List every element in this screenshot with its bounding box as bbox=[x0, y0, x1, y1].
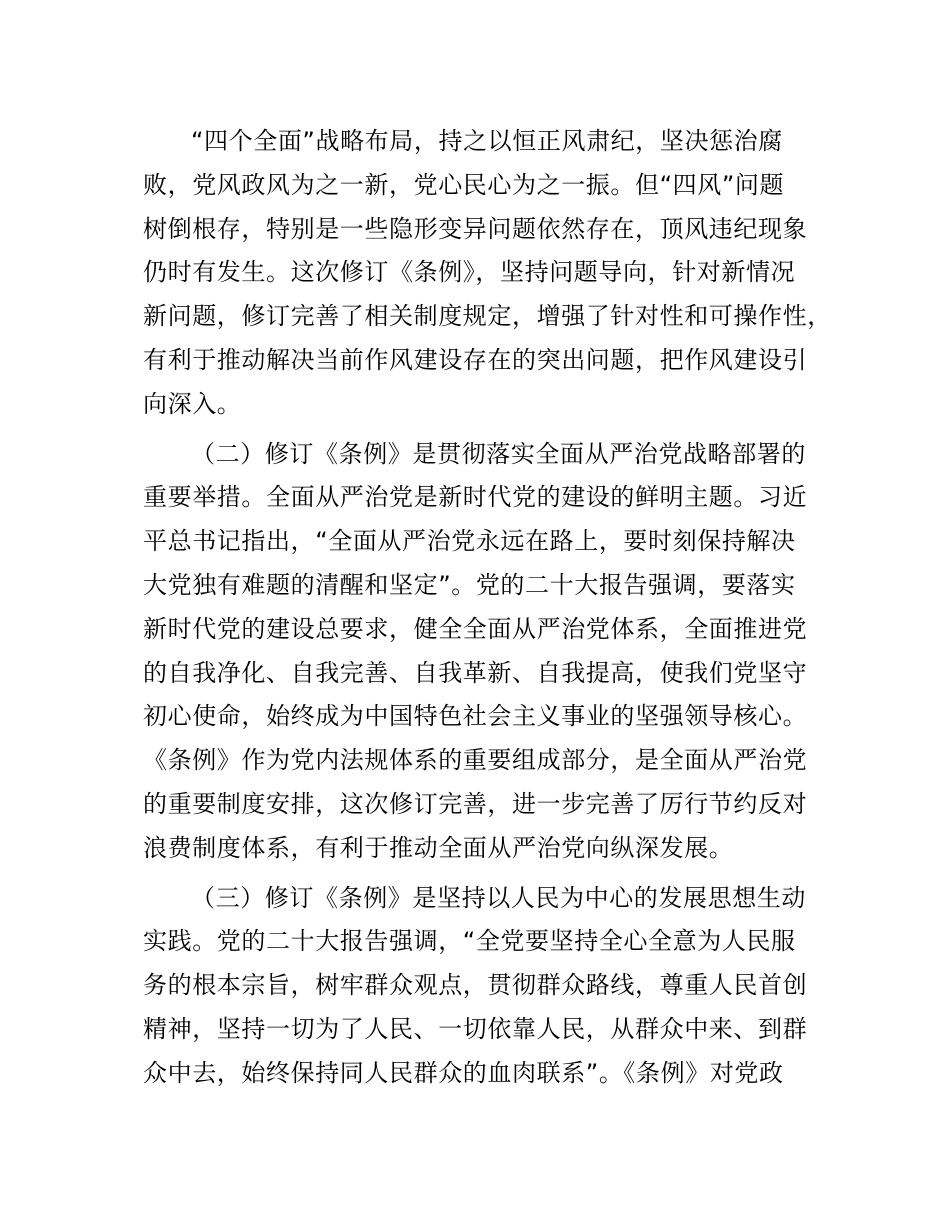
text-line: 大党独有难题的清醒和坚定”。党的二十大报告强调，要落实 bbox=[143, 570, 796, 599]
text-line: 平总书记指出，“全面从严治党永远在路上，要时刻保持解决 bbox=[143, 527, 796, 556]
text-line: 新时代党的建设总要求，健全全面从严治党体系，全面推进党 bbox=[143, 614, 808, 643]
text-line: （二）修订《条例》是贯彻落实全面从严治党战略部署的 bbox=[191, 439, 806, 468]
text-line: 初心使命，始终成为中国特色社会主义事业的坚强领导核心。 bbox=[143, 702, 808, 731]
text-line: 的自我净化、自我完善、自我革新、自我提高，使我们党坚守 bbox=[143, 658, 808, 687]
text-line: 新问题，修订完善了相关制度规定，增强了针对性和可操作性， bbox=[143, 302, 832, 331]
text-line: 众中去，始终保持同人民群众的血肉联系”。《条例》对党政 bbox=[143, 1058, 784, 1087]
text-line: 树倒根存，特别是一些隐形变异问题依然存在，顶风违纪现象 bbox=[143, 214, 808, 243]
text-line: 实践。党的二十大报告强调，“全党要坚持全心全意为人民服 bbox=[143, 927, 796, 956]
text-line: 有利于推动解决当前作风建设存在的突出问题，把作风建设引 bbox=[143, 345, 808, 374]
text-line: 重要举措。全面从严治党是新时代党的建设的鲜明主题。习近 bbox=[143, 483, 808, 512]
paragraph-2 bbox=[143, 433, 843, 871]
text-line: “四个全面”战略布局，持之以恒正风肃纪，坚决惩治腐 bbox=[191, 127, 783, 155]
text-line: 《条例》作为党内法规体系的重要组成部分，是全面从严治党 bbox=[143, 746, 808, 775]
text-line: 仍时有发生。这次修订《条例》，坚持问题导向，针对新情况 bbox=[143, 258, 796, 287]
text-line: 浪费制度体系，有利于推动全面从严治党向纵深发展。 bbox=[143, 833, 734, 862]
document-body bbox=[143, 120, 843, 1096]
paragraph-1 bbox=[143, 120, 843, 427]
text-line: 败，党风政风为之一新，党心民心为之一振。但“四风”问题 bbox=[143, 170, 785, 199]
text-line: 精神，坚持一切为了人民、一切依靠人民，从群众中来、到群 bbox=[143, 1014, 808, 1043]
text-line: 的重要制度安排，这次修订完善，进一步完善了厉行节约反对 bbox=[143, 789, 808, 818]
paragraph-3 bbox=[143, 877, 843, 1096]
text-line: 务的根本宗旨，树牢群众观点，贯彻群众路线，尊重人民首创 bbox=[143, 971, 808, 1000]
text-line: （三）修订《条例》是坚持以人民为中心的发展思想生动 bbox=[191, 883, 806, 912]
text-line: 向深入。 bbox=[143, 389, 242, 418]
